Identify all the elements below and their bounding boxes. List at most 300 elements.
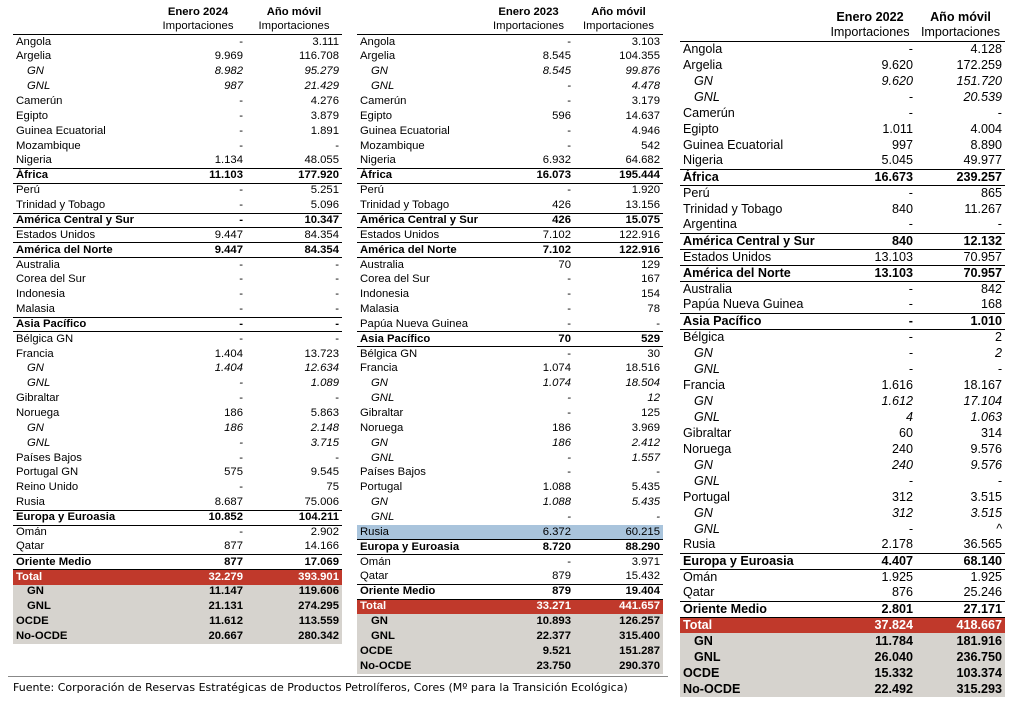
period-value: 22.377 [483,629,574,644]
table-row [13,436,342,451]
period-value: - [239,288,243,301]
rolling-year-value: 1.920 [574,183,663,198]
period-value: - [567,317,571,330]
row-label: Nigeria [360,154,396,167]
period-value: - [824,41,916,57]
period-value: - [567,451,571,464]
table-row [357,421,663,436]
period-value: 1.074 [542,377,571,390]
period-value: 21.131 [150,599,246,614]
table-row [357,436,663,451]
rolling-year-value: - [997,217,1002,232]
period-value: - [567,80,571,93]
table-row [680,361,1005,377]
table-row [13,35,342,50]
table-row [680,281,1005,297]
period-value: - [567,466,571,479]
row-label: Total [13,570,150,585]
rolling-year-value: 99.876 [625,65,660,78]
period-value: 1.134 [214,154,243,167]
period-value: - [567,273,571,286]
row-label: Guinea Ecuatorial [683,137,784,152]
table-row [357,362,663,377]
rolling-year-value: 9.576 [970,457,1002,472]
table-row [680,265,1005,281]
subheader-imports: Importaciones [574,20,663,35]
table-row [357,347,663,362]
table-row [680,441,1005,457]
row-label: No-OCDE [357,659,483,674]
period-value: 186 [552,421,571,434]
rolling-year-value: - [335,288,339,301]
table-row [13,466,342,481]
period-value: 8.545 [542,65,571,78]
row-label: Europa y Euroasia [13,510,150,525]
row-label: Gibraltar [360,406,404,419]
subheader-imports: Importaciones [150,20,246,35]
table-row [357,332,663,347]
table-row [13,525,342,540]
row-label: América Central y Sur [13,213,150,228]
table-row [13,391,342,406]
period-value: 1.616 [881,377,913,392]
rolling-year-value: 842 [916,281,1005,297]
table-row [680,617,1005,633]
row-label: Europa y Euroasia [357,540,483,555]
row-label: GN [694,393,713,408]
table-row [680,377,1005,393]
period-value: 1.404 [214,362,243,375]
period-value: 26.040 [824,649,916,665]
rolling-year-value: 2 [994,345,1002,360]
row-label: Omán [13,525,150,540]
table-row [13,154,342,169]
period-value: 23.750 [483,659,574,674]
period-value: 70 [483,258,574,273]
period-value: - [908,345,913,360]
row-label: Francia [360,362,398,375]
subheader-imports: Importaciones [483,20,574,35]
table-row [680,169,1005,185]
rolling-year-value: 154 [641,288,660,301]
table-row [13,168,342,183]
table-row [13,510,342,525]
rolling-year-value: 3.515 [970,489,1002,504]
row-label: América Central y Sur [680,233,824,249]
table-row [13,139,342,154]
row-label: Corea del Sur [360,273,430,286]
table-row [13,376,342,391]
table-row [357,168,663,183]
rolling-year-value: 172.259 [956,57,1002,72]
period-value: 312 [891,505,913,520]
table-row [13,124,342,139]
subheader-imports: Importaciones [916,25,1005,41]
rolling-year-value: 60.215 [574,525,663,540]
row-label: OCDE [680,665,824,681]
subheader-blank [680,25,824,41]
table-row [680,457,1005,473]
rolling-year-value: 9.545 [310,466,339,479]
table-row [357,599,663,614]
period-value: - [824,329,916,345]
row-label: Oriente Medio [357,585,483,600]
row-label: Perú [680,185,824,201]
rolling-year-value: 1.089 [310,377,339,390]
row-label: Australia [357,258,483,273]
row-label: Bélgica GN [13,332,150,347]
row-label: Camerún [360,94,407,107]
row-label: Malasia [360,302,399,315]
row-label: Trinidad y Tobago [683,201,783,216]
row-label: Portugal [683,489,730,504]
row-label: Estados Unidos [357,228,483,243]
rolling-year-value: 126.257 [574,614,663,629]
table-row [13,109,342,124]
rolling-year-value: 177.920 [246,168,342,183]
period-value: 6.372 [483,525,574,540]
rolling-year-value: 95.279 [304,65,339,78]
period-value: 6.932 [542,154,571,167]
rolling-year-value: 5.863 [310,406,339,419]
rolling-year-value: 2.148 [310,421,339,434]
row-label: Noruega [360,421,404,434]
table-row [13,406,342,421]
rolling-year-value: 418.667 [916,617,1005,633]
period-value: 10.893 [483,614,574,629]
period-value: - [150,332,246,347]
row-label: Camerún [683,105,735,120]
table-row [357,287,663,302]
table-row [680,393,1005,409]
row-label: Argelia [16,50,52,63]
rolling-year-value: 3.969 [631,421,660,434]
period-value: 1.404 [214,347,243,360]
period-value: - [567,406,571,419]
rolling-year-value: 5.435 [631,481,660,494]
row-label: Perú [13,183,150,198]
table-row [357,109,663,124]
period-value: 60 [898,425,913,440]
table-row [13,599,342,614]
table-row [357,79,663,94]
period-value: 186 [552,436,571,449]
period-value: 9.521 [483,644,574,659]
period-value: - [150,35,246,50]
rolling-year-value: 116.708 [299,50,339,63]
rolling-year-value: 3.515 [970,505,1002,520]
period-value: - [567,139,571,152]
rolling-year-value: 393.901 [246,570,342,585]
period-value: - [824,185,916,201]
rolling-year-value: - [335,302,339,315]
table-row [357,35,663,50]
period-value: - [567,511,571,523]
rolling-year-value: 25.246 [963,585,1002,600]
table-row [680,233,1005,249]
row-label: GNL [371,80,395,93]
row-label: Papúa Nueva Guinea [360,317,469,330]
period-value: 20.667 [150,629,246,644]
period-value: 997 [891,137,913,152]
rolling-year-value: 3.879 [310,109,339,122]
table-row [357,376,663,391]
rolling-year-value: 529 [574,332,663,347]
row-label: Papúa Nueva Guinea [683,297,804,312]
rolling-year-value: 84.354 [246,243,342,258]
table-row [13,228,342,243]
period-value: - [483,555,574,570]
row-label: No-OCDE [13,629,150,644]
table-row [680,153,1005,169]
table-row [680,585,1005,601]
table-row [13,451,342,466]
table-row [680,57,1005,73]
rolling-year-value: - [246,332,342,347]
period-value: 16.073 [483,168,574,183]
rolling-year-value: - [997,361,1002,376]
table-row [680,137,1005,153]
period-value: 11.147 [150,585,246,600]
row-label: GNL [694,521,720,536]
table-row [680,537,1005,553]
rolling-year-value: 13.156 [625,198,660,211]
row-label: Estados Unidos [13,228,150,243]
header-period: Enero 2022 [836,9,904,24]
table-row [357,154,663,169]
table-row [680,313,1005,329]
row-label: América del Norte [680,265,824,281]
rolling-year-value: - [335,139,339,152]
row-label: Camerún [16,94,63,107]
table-row [357,139,663,154]
rolling-year-value: 1.925 [916,569,1005,585]
row-label: Argelia [683,57,723,72]
rolling-year-value: - [335,392,339,405]
period-value: 11.612 [150,614,246,629]
row-label: GNL [371,392,395,405]
row-label: Trinidad y Tobago [16,198,106,211]
period-value: - [239,481,243,494]
table-row [680,473,1005,489]
table-row [680,185,1005,201]
period-value: 32.279 [150,570,246,585]
imports-table-2022 [680,9,1005,697]
period-value: 4 [905,409,913,424]
subheader-imports: Importaciones [824,25,916,41]
table-row [13,570,342,585]
imports-table-2024 [13,5,342,644]
period-value: - [908,89,913,104]
row-label: Reino Unido [16,481,79,494]
rolling-year-value: - [335,451,339,464]
table-row [13,243,342,258]
table-row [357,644,663,659]
row-label: Angola [680,41,824,57]
rolling-year-value: 48.055 [304,154,339,167]
period-value: 1.612 [881,393,913,408]
rolling-year-value: 274.295 [246,599,342,614]
period-value: - [239,198,243,211]
row-label: GN [680,633,824,649]
row-label: Asia Pacífico [680,313,824,329]
rolling-year-value: 75.006 [304,495,339,508]
period-value: - [567,302,571,315]
row-label: África [13,168,150,183]
table-row [357,94,663,109]
row-label: Gibraltar [683,425,732,440]
row-label: Corea del Sur [16,273,86,286]
row-label: GN [371,65,388,78]
rolling-year-value: - [997,105,1002,120]
rolling-year-value: 70.957 [916,265,1005,281]
row-label: GN [694,505,713,520]
row-label: Australia [13,258,150,273]
table-row [357,585,663,600]
row-label: Rusia [357,525,483,540]
table-row [13,495,342,510]
rolling-year-value: 195.444 [574,168,663,183]
table-row [13,585,342,600]
rolling-year-value: 1.063 [970,409,1002,424]
rolling-year-value: - [246,317,342,332]
table-row [13,362,342,377]
row-label: América Central y Sur [357,213,483,228]
rolling-year-value: 315.293 [916,681,1005,697]
rolling-year-value: 2 [916,329,1005,345]
period-value: 877 [224,540,243,553]
period-value: 2.801 [824,601,916,617]
period-value: 4.407 [824,553,916,569]
rolling-year-value: 5.251 [246,183,342,198]
period-value: - [567,124,571,137]
period-value: 1.088 [542,496,571,509]
table-row [357,614,663,629]
period-value: 1.011 [882,121,913,136]
rolling-year-value: 151.720 [956,73,1002,88]
period-value: 9.447 [150,228,246,243]
table-row [680,409,1005,425]
period-value: 879 [552,570,571,583]
table-row [680,601,1005,617]
subheader-blank [357,20,483,35]
period-value: 11.784 [824,633,916,649]
period-value: 2.178 [881,537,913,552]
row-label: Francia [683,377,725,392]
rolling-year-value: 27.171 [916,601,1005,617]
period-value: - [567,392,571,405]
row-label: Oriente Medio [13,555,150,570]
row-label: Trinidad y Tobago [360,198,450,211]
table-row [357,659,663,674]
rolling-year-value: 11.267 [964,201,1002,216]
row-label: Portugal GN [16,466,79,479]
table-row [357,124,663,139]
row-label: Omán [357,555,483,570]
table-row [357,213,663,228]
rolling-year-value: 21.429 [304,80,339,93]
table-row [680,89,1005,105]
table-row [357,629,663,644]
rolling-year-value: 64.682 [625,154,660,167]
period-value: 186 [224,421,243,434]
period-value: - [239,436,243,449]
rolling-year-value: 4.004 [970,121,1002,136]
period-value: 7.102 [483,228,574,243]
table-row [680,649,1005,665]
table-row [357,198,663,213]
period-value: - [150,317,246,332]
table-row [357,570,663,585]
period-value: 22.492 [824,681,916,697]
period-value: - [908,217,913,232]
table-row [680,105,1005,121]
rolling-year-value: 290.370 [574,659,663,674]
table-row [357,228,663,243]
rolling-year-value: 125 [641,406,660,419]
subheader-imports: Importaciones [246,20,342,35]
period-value: 8.982 [214,65,243,78]
rolling-year-value: 30 [574,347,663,362]
row-label: GNL [694,361,720,376]
rolling-year-value: - [335,273,339,286]
table-row [13,421,342,436]
row-label: GN [694,345,713,360]
table-row [357,243,663,258]
table-row [680,633,1005,649]
header-rolling-year: Año móvil [266,5,322,18]
table-row [680,489,1005,505]
rolling-year-value: 9.576 [970,441,1002,456]
row-label: GN [13,585,150,600]
row-label: Angola [357,35,483,50]
row-label: Egipto [16,109,49,122]
rolling-year-value: 10.347 [246,213,342,228]
row-label: GNL [694,409,720,424]
rolling-year-value: 1.891 [310,124,339,137]
period-value: 10.852 [150,510,246,525]
period-value: - [908,521,913,536]
row-label: América del Norte [357,243,483,258]
period-value: 8.687 [214,495,243,508]
table-row [13,272,342,287]
row-label: GNL [27,436,51,449]
rolling-year-value: 1.557 [631,451,660,464]
period-value: - [239,451,243,464]
period-value: 5.045 [881,153,913,168]
rolling-year-value: 3.103 [574,35,663,50]
row-label: Gibraltar [16,392,60,405]
table-row [357,302,663,317]
rolling-year-value: 441.657 [574,599,663,614]
table-row [357,406,663,421]
row-label: Países Bajos [16,451,82,464]
rolling-year-value: 17.069 [246,555,342,570]
row-label: América del Norte [13,243,150,258]
period-value: 13.103 [824,249,916,265]
row-label: No-OCDE [680,681,824,697]
table-row [13,64,342,79]
table-row [13,213,342,228]
table-row [13,481,342,496]
period-value: - [239,94,243,107]
row-label: Mozambique [360,139,425,152]
rolling-year-value: 122.916 [574,243,663,258]
period-value: 426 [483,213,574,228]
table-row [357,555,663,570]
rolling-year-value: 129 [574,258,663,273]
table-row [357,183,663,198]
